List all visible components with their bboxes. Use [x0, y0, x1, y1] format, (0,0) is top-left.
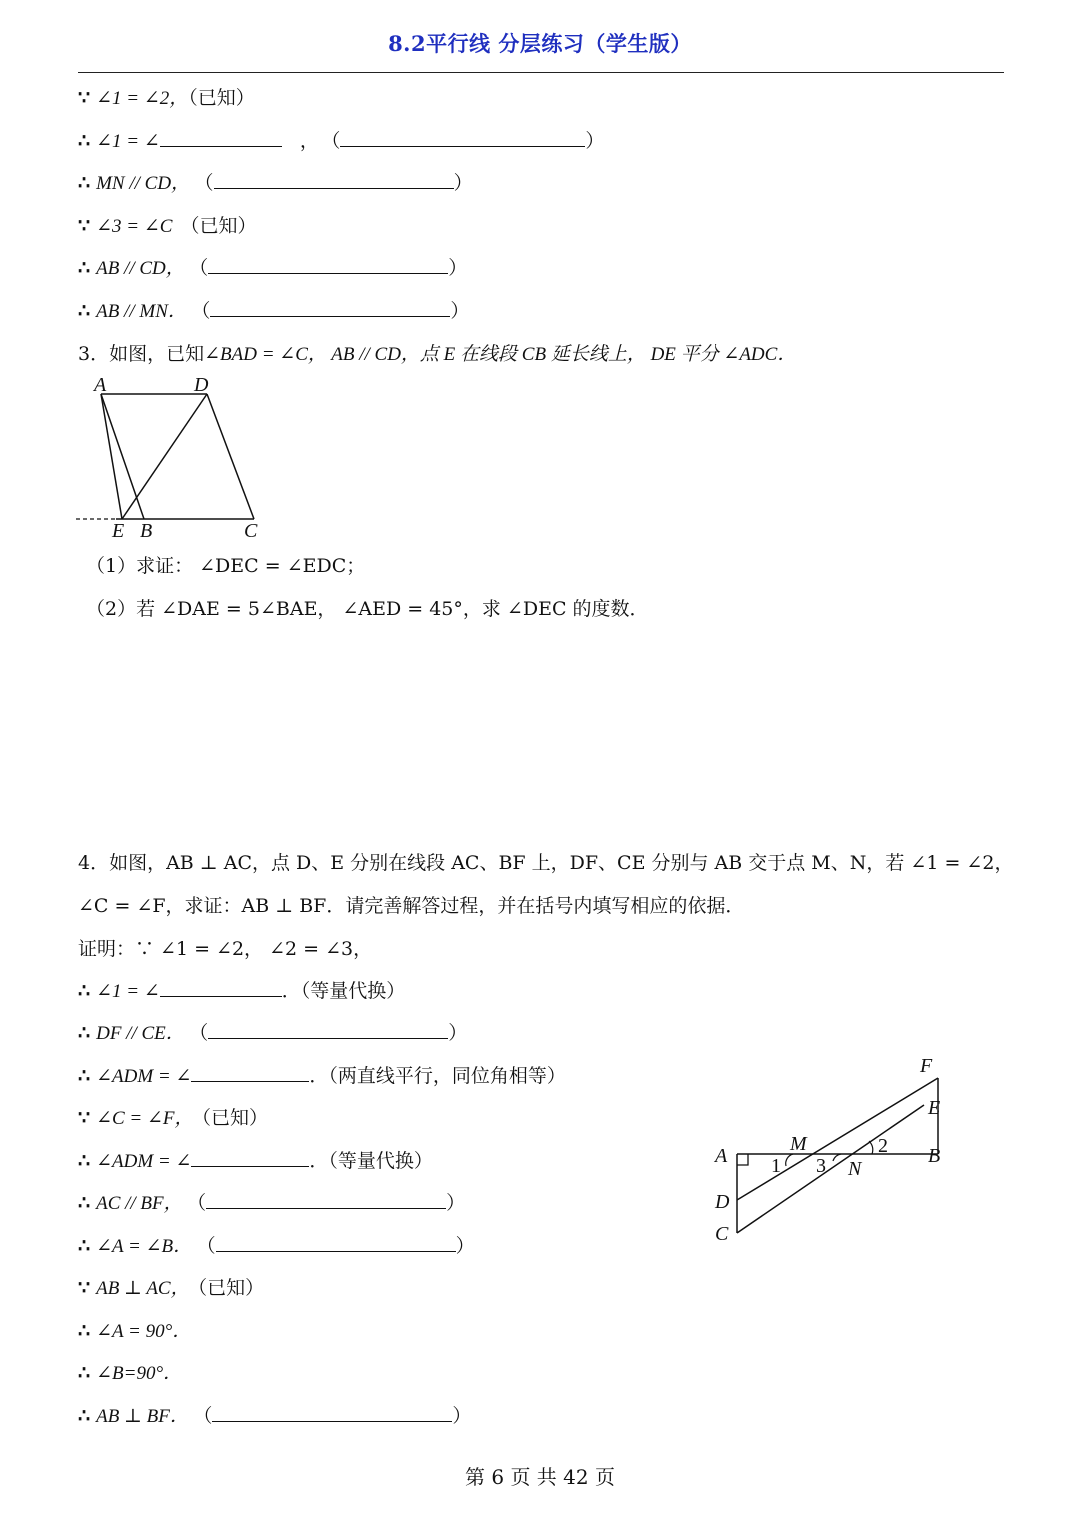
question-4-stem-line-1: 4．如图，AB ⊥ AC，点 D、E 分别在线段 AC、BF 上，DF、CE 分别与 AB 交于点 M、N，若 ∠1 = ∠2，: [78, 852, 1014, 874]
question-3-figure: [74, 372, 274, 544]
label-M: M: [790, 1133, 807, 1155]
reason-blank[interactable]: [206, 1190, 446, 1209]
proof-line: ∴ ∠A = 90°．: [78, 1320, 192, 1342]
question-3-part-1: （1）求证： ∠DEC = ∠EDC；: [86, 555, 366, 577]
angle-label-1: 1: [771, 1155, 781, 1177]
proof-line: ∴ AB // CD， （ ）: [78, 257, 468, 279]
proof-line: ∴ ∠ADM = ∠ ．（等量代换）: [78, 1150, 433, 1172]
proof-line: ∴ ∠1 = ∠ ， （ ）: [78, 130, 605, 152]
answer-blank[interactable]: [191, 1148, 309, 1167]
label-B: B: [928, 1145, 941, 1167]
page-header-title: 8.2平行线 分层练习（学生版）: [388, 31, 692, 56]
proof-line: ∴ AB // MN． （ ）: [78, 300, 470, 322]
label-C: C: [715, 1223, 729, 1245]
reason-blank[interactable]: [214, 170, 454, 189]
label-D: D: [715, 1191, 730, 1213]
header-divider: [78, 72, 1004, 73]
reason-blank[interactable]: [216, 1233, 456, 1252]
question-3-part-2: （2）若 ∠DAE = 5∠BAE， ∠AED = 45°，求 ∠DEC 的度数．: [86, 598, 649, 620]
proof-line: ∴ ∠1 = ∠ ．（等量代换）: [78, 980, 406, 1002]
question-4-figure: [706, 1050, 956, 1250]
proof-line: ∴ MN // CD， （ ）: [78, 172, 473, 194]
proof-line: ∴ AB ⊥ BF． （ ）: [78, 1405, 472, 1427]
reason-blank[interactable]: [212, 1403, 452, 1422]
reason-blank[interactable]: [210, 298, 450, 317]
proof-line: ∵ AB ⊥ AC， （已知）: [78, 1277, 265, 1299]
proof-line: ∴ ∠ADM = ∠ ．（两直线平行，同位角相等）: [78, 1065, 566, 1087]
page-footer: 第 6 页 共 42 页: [465, 1465, 615, 1489]
proof-intro: 证明：∵ ∠1 = ∠2， ∠2 = ∠3，: [78, 938, 373, 960]
label-F: F: [920, 1055, 933, 1077]
label-N: N: [848, 1158, 862, 1180]
question-3-stem: 3．如图，已知∠BAD = ∠C， AB // CD，点 E 在线段 CB 延长线上， DE 平分 ∠ADC．: [78, 343, 797, 365]
answer-blank[interactable]: [160, 128, 282, 147]
label-E: E: [112, 520, 125, 542]
answer-blank[interactable]: [191, 1063, 309, 1082]
label-A: A: [715, 1145, 728, 1167]
question-4-stem-line-2: ∠C = ∠F，求证：AB ⊥ BF．请完善解答过程，并在括号内填写相应的依据．: [78, 895, 745, 917]
proof-line: ∴ ∠B=90°．: [78, 1362, 183, 1384]
proof-line: ∵ ∠1 = ∠2，（已知）: [78, 87, 255, 109]
reason-blank[interactable]: [208, 1020, 448, 1039]
answer-blank[interactable]: [160, 978, 282, 997]
label-C: C: [244, 520, 258, 542]
angle-label-2: 2: [878, 1135, 888, 1157]
proof-line: ∵ ∠C = ∠F， （已知）: [78, 1107, 269, 1129]
proof-line: ∴ DF // CE． （ ）: [78, 1022, 468, 1044]
proof-line: ∴ ∠A = ∠B． （ ）: [78, 1235, 475, 1257]
angle-label-3: 3: [816, 1155, 826, 1177]
label-D: D: [194, 374, 209, 396]
reason-blank[interactable]: [340, 128, 585, 147]
proof-line: ∴ AC // BF， （ ）: [78, 1192, 466, 1214]
label-E: E: [928, 1097, 941, 1119]
label-A: A: [94, 374, 107, 396]
proof-line: ∵ ∠3 = ∠C （已知）: [78, 215, 257, 237]
reason-blank[interactable]: [208, 255, 448, 274]
label-B: B: [140, 520, 153, 542]
